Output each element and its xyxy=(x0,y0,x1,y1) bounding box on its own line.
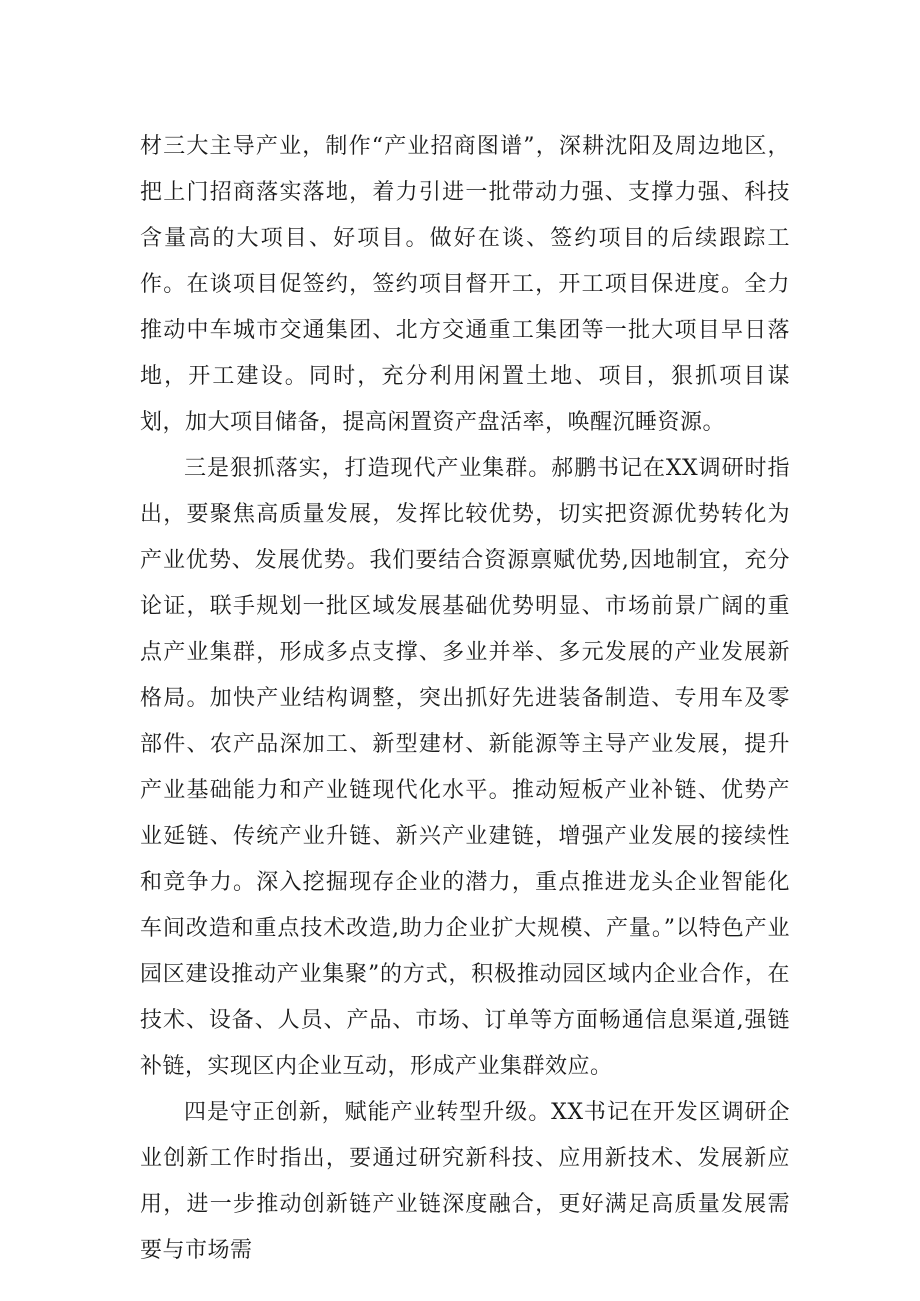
paragraph-point-three: 三是狠抓落实，打造现代产业集群。郝鹏书记在XX调研时指出，要聚焦高质量发展，发挥比较优势，切实把资源优势转化为产业优势、发展优势。我们要结合资源禀赋优势,因地制宜，充分论证，联手规划一批区域发展基础优势明显、市场前景广阔的重点产业集群，形成多点支撑、多业并举、多元发展的产业发展新格局。加快产业结构调整，突出抓好先进装备制造、专用车及零部件、农产品深加工、新型建材、新能源等主导产业发展，提升产业基础能力和产业链现代化水平。推动短板产业补链、优势产业延链、传统产业升链、新兴产业建链，增强产业发展的接续性和竞争力。深入挖掘现存企业的潜力，重点推进龙头企业智能化车间改造和重点技术改造,助力企业扩大规模、产量。”以特色产业园区建设推动产业集聚”的方式，积极推动园区域内企业合作，在技术、设备、人员、产品、市场、订单等方面畅通信息渠道,强链补链，实现区内企业互动，形成产业集群效应。 xyxy=(140,456,790,1079)
body-text xyxy=(140,124,790,1274)
paragraph-continued: 材三大主导产业，制作“产业招商图谱”，深耕沈阳及周边地区，把上门招商落实落地，着力引进一批带动力强、支撑力强、科技含量高的大项目、好项目。做好在谈、签约项目的后续跟踪工作。在谈项目促签约，签约项目督开工，开工项目保进度。全力推动中车城市交通集团、北方交通重工集团等一批大项目早日落地，开工建设。同时，充分利用闲置土地、项目，狠抓项目谋划，加大项目储备，提高闲置资产盘活率，唤醒沉睡资源。 xyxy=(140,134,790,435)
paragraph-point-four: 四是守正创新，赋能产业转型升级。XX书记在开发区调研企业创新工作时指出，要通过研究新科技、应用新技术、发展新应用，进一步推动创新链产业链深度融合，更好满足高质量发展需要与市场需 xyxy=(140,1100,790,1263)
